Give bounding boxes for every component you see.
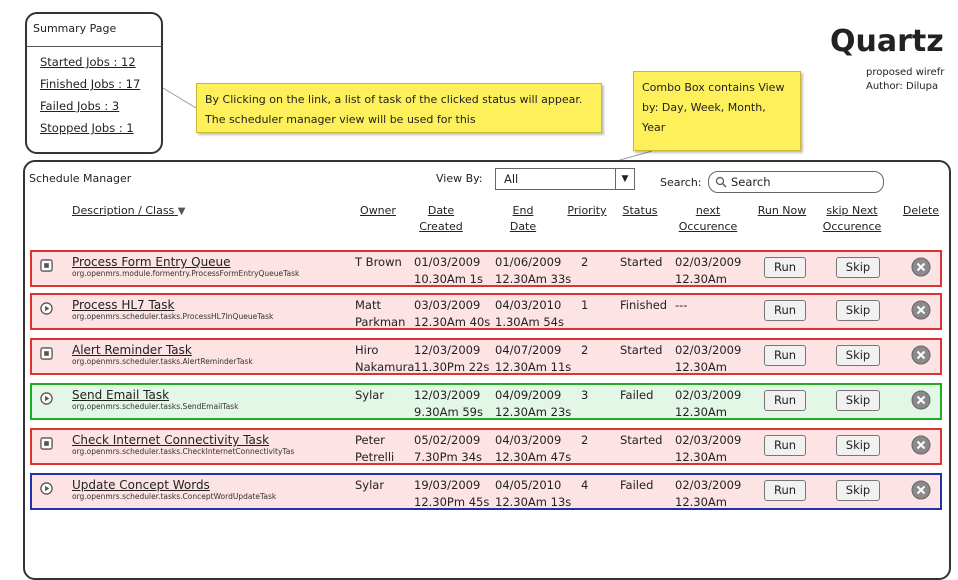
task-row xyxy=(30,293,942,330)
task-date-created xyxy=(414,342,489,376)
next-time: 12.30Am xyxy=(675,450,727,464)
end-date: 04/07/2009 xyxy=(495,343,562,357)
view-by-label: View By: xyxy=(436,172,483,185)
task-row xyxy=(30,383,942,420)
task-name-link[interactable]: Alert Reminder Task xyxy=(72,343,192,357)
delete-icon[interactable] xyxy=(911,300,931,320)
end-time: 12.30Am 23s xyxy=(495,405,572,419)
end-date: 04/03/2009 xyxy=(495,433,562,447)
created-date: 12/03/2009 xyxy=(414,343,481,357)
run-button[interactable]: Run xyxy=(764,390,806,411)
end-time: 12.30Am 13s xyxy=(495,495,572,509)
next-date: 02/03/2009 xyxy=(675,255,742,269)
task-next-occurence xyxy=(675,387,741,421)
task-name-link[interactable]: Update Concept Words xyxy=(72,478,210,492)
task-priority: 4 xyxy=(581,478,589,492)
next-time: 12.30Am xyxy=(675,405,727,419)
task-end-date xyxy=(495,254,571,288)
stop-icon[interactable] xyxy=(40,437,53,450)
owner-line-1: T Brown xyxy=(355,255,402,269)
stop-icon[interactable] xyxy=(40,347,53,360)
task-next-occurence xyxy=(675,432,741,466)
header-description[interactable] xyxy=(72,203,212,220)
search-label: Search: xyxy=(660,176,702,189)
app-title: Quartz xyxy=(830,24,944,59)
created-time: 7.30Pm 34s xyxy=(414,450,483,464)
end-time: 1.30Am 54s xyxy=(495,315,564,329)
header-owner[interactable]: Owner xyxy=(360,204,396,217)
task-status: Started xyxy=(620,343,663,357)
end-time: 12.30Am 33s xyxy=(495,272,572,286)
next-time: 12.30Am xyxy=(675,495,727,509)
task-class: org.openmrs.scheduler.tasks.CheckInternetConnectivityTas xyxy=(72,447,295,456)
task-next-occurence xyxy=(675,254,741,288)
end-date: 04/03/2010 xyxy=(495,298,562,312)
task-class: org.openmrs.scheduler.tasks.SendEmailTask xyxy=(72,402,239,411)
created-time: 11.30Pm 22s xyxy=(414,360,490,374)
task-row xyxy=(30,338,942,375)
task-status: Started xyxy=(620,255,663,269)
delete-icon[interactable] xyxy=(911,257,931,277)
task-next-occurence xyxy=(675,297,687,314)
task-date-created xyxy=(414,297,490,331)
task-date-created xyxy=(414,477,489,511)
task-date-created xyxy=(414,254,483,288)
app-subtitle-block xyxy=(866,66,944,94)
next-date: 02/03/2009 xyxy=(675,388,742,402)
app-subtitle: proposed wirefr xyxy=(866,67,945,78)
owner-line-1: Sylar xyxy=(355,388,385,402)
owner-line-1: Peter xyxy=(355,433,385,447)
task-priority: 2 xyxy=(581,343,589,357)
task-status: Finished xyxy=(620,298,668,312)
header-date-created[interactable]: Date Created xyxy=(419,204,463,233)
skip-button[interactable]: Skip xyxy=(836,300,880,321)
task-class: org.openmrs.module.formentry.ProcessFormEntryQueueTask xyxy=(72,269,300,278)
task-priority: 2 xyxy=(581,433,589,447)
skip-button[interactable]: Skip xyxy=(836,390,880,411)
created-time: 9.30Am 59s xyxy=(414,405,483,419)
task-name-link[interactable]: Send Email Task xyxy=(72,388,170,402)
task-name-link[interactable]: Check Internet Connectivity Task xyxy=(72,433,270,447)
search-input[interactable] xyxy=(708,171,884,193)
task-class: org.openmrs.scheduler.tasks.ProcessHL7InQueueTask xyxy=(72,312,274,321)
created-time: 10.30Am 1s xyxy=(414,272,483,286)
owner-line-1: Sylar xyxy=(355,478,385,492)
view-by-select[interactable] xyxy=(495,168,635,190)
skip-button[interactable]: Skip xyxy=(836,435,880,456)
dropdown-arrow-icon[interactable]: ▼ xyxy=(615,169,634,189)
task-name-link[interactable]: Process HL7 Task xyxy=(72,298,175,312)
created-date: 12/03/2009 xyxy=(414,388,481,402)
task-end-date xyxy=(495,387,571,421)
task-date-created xyxy=(414,432,482,466)
owner-line-1: Matt xyxy=(355,298,381,312)
stopped-jobs-link[interactable]: Stopped Jobs : 1 xyxy=(40,121,134,135)
header-status[interactable]: Status xyxy=(622,204,658,217)
skip-button[interactable]: Skip xyxy=(836,257,880,278)
search-placeholder: Search xyxy=(731,175,771,189)
owner-line-2: Nakamura xyxy=(355,360,415,374)
stop-icon[interactable] xyxy=(40,259,53,272)
next-date: --- xyxy=(675,298,688,312)
delete-icon[interactable] xyxy=(911,345,931,365)
run-button[interactable]: Run xyxy=(764,257,806,278)
task-status: Failed xyxy=(620,478,654,492)
end-date: 01/06/2009 xyxy=(495,255,562,269)
finished-jobs-link[interactable]: Finished Jobs : 17 xyxy=(40,77,141,91)
task-owner xyxy=(355,297,405,331)
task-class: org.openmrs.scheduler.tasks.AlertReminderTask xyxy=(72,357,253,366)
skip-button[interactable]: Skip xyxy=(836,480,880,501)
task-owner xyxy=(355,254,402,271)
task-status: Started xyxy=(620,433,663,447)
created-date: 03/03/2009 xyxy=(414,298,481,312)
task-end-date xyxy=(495,297,564,331)
task-row xyxy=(30,473,942,510)
summary-links xyxy=(27,47,161,143)
schedule-manager-panel xyxy=(23,160,951,580)
task-end-date xyxy=(495,342,571,376)
created-time: 12.30Pm 45s xyxy=(414,495,490,509)
schedule-manager-title: Schedule Manager xyxy=(29,172,132,185)
task-next-occurence xyxy=(675,477,741,511)
summary-panel xyxy=(25,12,163,154)
end-time: 12.30Am 11s xyxy=(495,360,572,374)
task-row xyxy=(30,250,942,287)
run-button[interactable]: Run xyxy=(764,345,806,366)
delete-icon[interactable] xyxy=(911,480,931,500)
combo-annotation-note: Combo Box contains View by: Day, Week, Month, Year xyxy=(633,71,801,151)
skip-button[interactable]: Skip xyxy=(836,345,880,366)
owner-line-2: Parkman xyxy=(355,315,406,329)
task-end-date xyxy=(495,477,571,511)
end-date: 04/05/2010 xyxy=(495,478,562,492)
run-button[interactable]: Run xyxy=(764,480,806,501)
created-date: 05/02/2009 xyxy=(414,433,481,447)
started-jobs-link[interactable]: Started Jobs : 12 xyxy=(40,55,136,69)
task-owner xyxy=(355,477,384,494)
header-end-date[interactable]: End Date xyxy=(509,204,537,233)
task-priority: 3 xyxy=(581,388,589,402)
owner-line-1: Hiro xyxy=(355,343,379,357)
failed-jobs-link[interactable]: Failed Jobs : 3 xyxy=(40,99,120,113)
play-icon[interactable] xyxy=(40,482,53,495)
app-author: Author: Dilupa xyxy=(866,81,939,92)
task-row xyxy=(30,428,942,465)
run-button[interactable]: Run xyxy=(764,300,806,321)
header-delete[interactable]: Delete xyxy=(902,204,940,217)
header-priority[interactable]: Priority xyxy=(567,204,607,217)
view-by-value: All xyxy=(504,172,519,186)
created-date: 01/03/2009 xyxy=(414,255,481,269)
next-date: 02/03/2009 xyxy=(675,433,742,447)
next-time: 12.30Am xyxy=(675,360,727,374)
delete-icon[interactable] xyxy=(911,435,931,455)
header-next-occurence[interactable]: next Occurence xyxy=(678,204,738,233)
delete-icon[interactable] xyxy=(911,390,931,410)
task-priority: 2 xyxy=(581,255,589,269)
header-skip-next[interactable]: skip Next Occurence xyxy=(822,204,882,233)
task-status: Failed xyxy=(620,388,654,402)
next-time: 12.30Am xyxy=(675,272,727,286)
end-date: 04/09/2009 xyxy=(495,388,562,402)
created-date: 19/03/2009 xyxy=(414,478,481,492)
next-date: 02/03/2009 xyxy=(675,478,742,492)
task-name-link[interactable]: Process Form Entry Queue xyxy=(72,255,231,269)
search-icon xyxy=(715,176,727,188)
sort-down-icon[interactable]: ▼ xyxy=(177,206,186,217)
created-time: 12.30Am 40s xyxy=(414,315,491,329)
end-time: 12.30Am 47s xyxy=(495,450,572,464)
task-owner xyxy=(355,432,394,466)
task-next-occurence xyxy=(675,342,741,376)
run-button[interactable]: Run xyxy=(764,435,806,456)
link-annotation-note: By Clicking on the link, a list of task of the clicked status will appear. The scheduler manager view will be used for this xyxy=(196,83,602,133)
play-icon[interactable] xyxy=(40,302,53,315)
task-end-date xyxy=(495,432,571,466)
task-owner xyxy=(355,387,384,404)
next-date: 02/03/2009 xyxy=(675,343,742,357)
task-owner xyxy=(355,342,414,376)
owner-line-2: Petrelli xyxy=(355,450,395,464)
header-description-label: Description / Class xyxy=(72,204,175,217)
task-priority: 1 xyxy=(581,298,589,312)
summary-title: Summary Page xyxy=(33,22,117,35)
play-icon[interactable] xyxy=(40,392,53,405)
header-run-now[interactable]: Run Now xyxy=(757,204,807,217)
task-class: org.openmrs.scheduler.tasks.ConceptWordUpdateTask xyxy=(72,492,277,501)
task-date-created xyxy=(414,387,483,421)
